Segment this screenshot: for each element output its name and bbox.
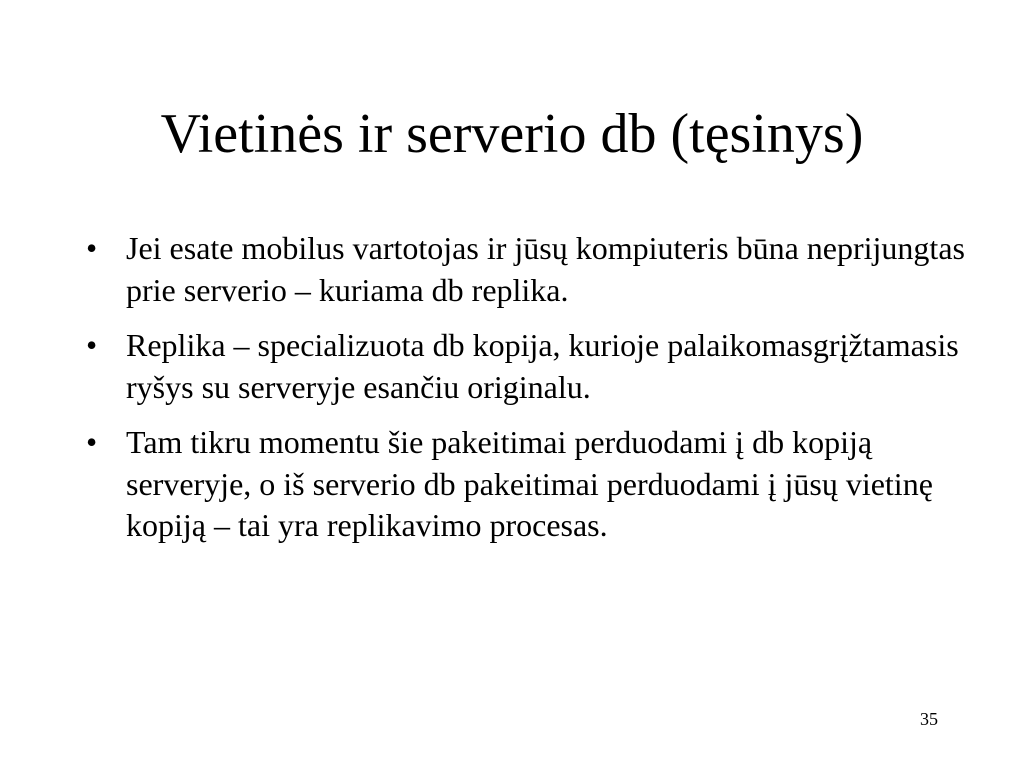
bullet-text: Tam tikru momentu šie pakeitimai perduodami į db kopiją serveryje, o iš serverio db pakeitimai perduodami į jūsų vietinę kopiją – tai yra replikavimo procesas.: [126, 424, 933, 543]
slide-title: Vietinės ir serverio db (tęsinys): [160, 103, 864, 165]
bullet-marker: •: [86, 424, 98, 460]
bullet-item: [86, 228, 966, 311]
bullet-item: [86, 422, 966, 547]
bullet-marker: •: [86, 230, 98, 266]
bullet-list: [86, 228, 966, 561]
bullet-item: [86, 325, 966, 408]
bullet-text: Jei esate mobilus vartotojas ir jūsų kompiuteris būna neprijungtas prie serverio – kuriama db replika.: [126, 230, 965, 308]
bullet-text: Replika – specializuota db kopija, kurioje palaikomasgrįžtamasis ryšys su serveryje esančiu originalu.: [126, 327, 959, 405]
bullet-marker: •: [86, 327, 98, 363]
page-number: 35: [920, 709, 938, 729]
